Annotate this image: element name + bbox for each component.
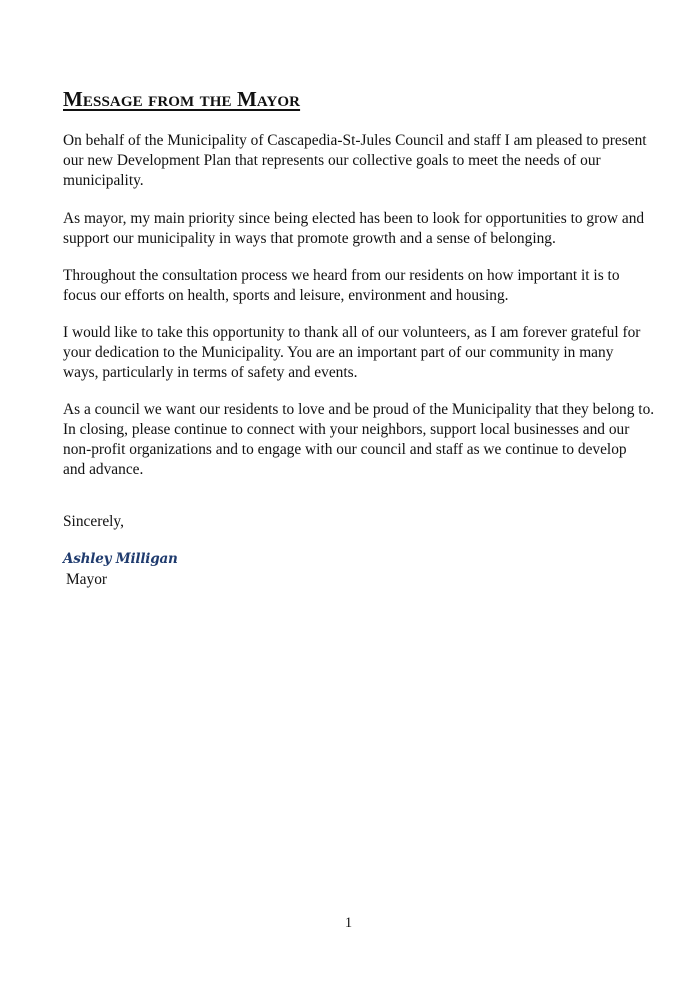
- paragraph-priority: [63, 209, 643, 249]
- paragraph-line: focus our efforts on health, sports and leisure, environment and housing.: [63, 287, 509, 304]
- paragraph-line: On behalf of the Municipality of Cascapedia-St-Jules Council and staff I am pleased to present: [63, 132, 647, 149]
- closing-salutation: Sincerely,: [63, 513, 124, 530]
- paragraph-line: As a council we want our residents to love and be proud of the Municipality that they belong to.: [63, 401, 655, 418]
- paragraph-volunteers: [63, 323, 643, 383]
- paragraph-consultation: [63, 266, 643, 306]
- paragraph-line: ways, particularly in terms of safety and events.: [63, 364, 358, 381]
- paragraph-line: our new Development Plan that represents our collective goals to meet the needs of our: [63, 152, 601, 169]
- paragraph-line: As mayor, my main priority since being elected has been to look for opportunities to grow and: [63, 210, 645, 227]
- page-title: Message from the Mayor: [63, 87, 301, 111]
- paragraph-line: I would like to take this opportunity to thank all of our volunteers, as I am forever grateful for: [63, 324, 641, 341]
- paragraph-line: municipality.: [63, 172, 144, 189]
- page-number: 1: [344, 915, 353, 931]
- paragraph-line: your dedication to the Municipality. You are an important part of our community in many: [63, 344, 614, 361]
- paragraph-line: and advance.: [63, 461, 144, 478]
- paragraph-line: In closing, please continue to connect with your neighbors, support local businesses and our: [63, 421, 630, 438]
- paragraph-line: non-profit organizations and to engage with our council and staff as we continue to develop: [63, 441, 627, 458]
- paragraph-closing-remarks: [63, 400, 655, 480]
- paragraph-line: Throughout the consultation process we heard from our residents on how important it is to: [63, 267, 620, 284]
- paragraph-intro: [63, 131, 647, 191]
- paragraph-line: support our municipality in ways that promote growth and a sense of belonging.: [63, 230, 556, 247]
- signatory-role: Mayor: [66, 571, 108, 588]
- signature: Ashley Milligan: [63, 551, 178, 567]
